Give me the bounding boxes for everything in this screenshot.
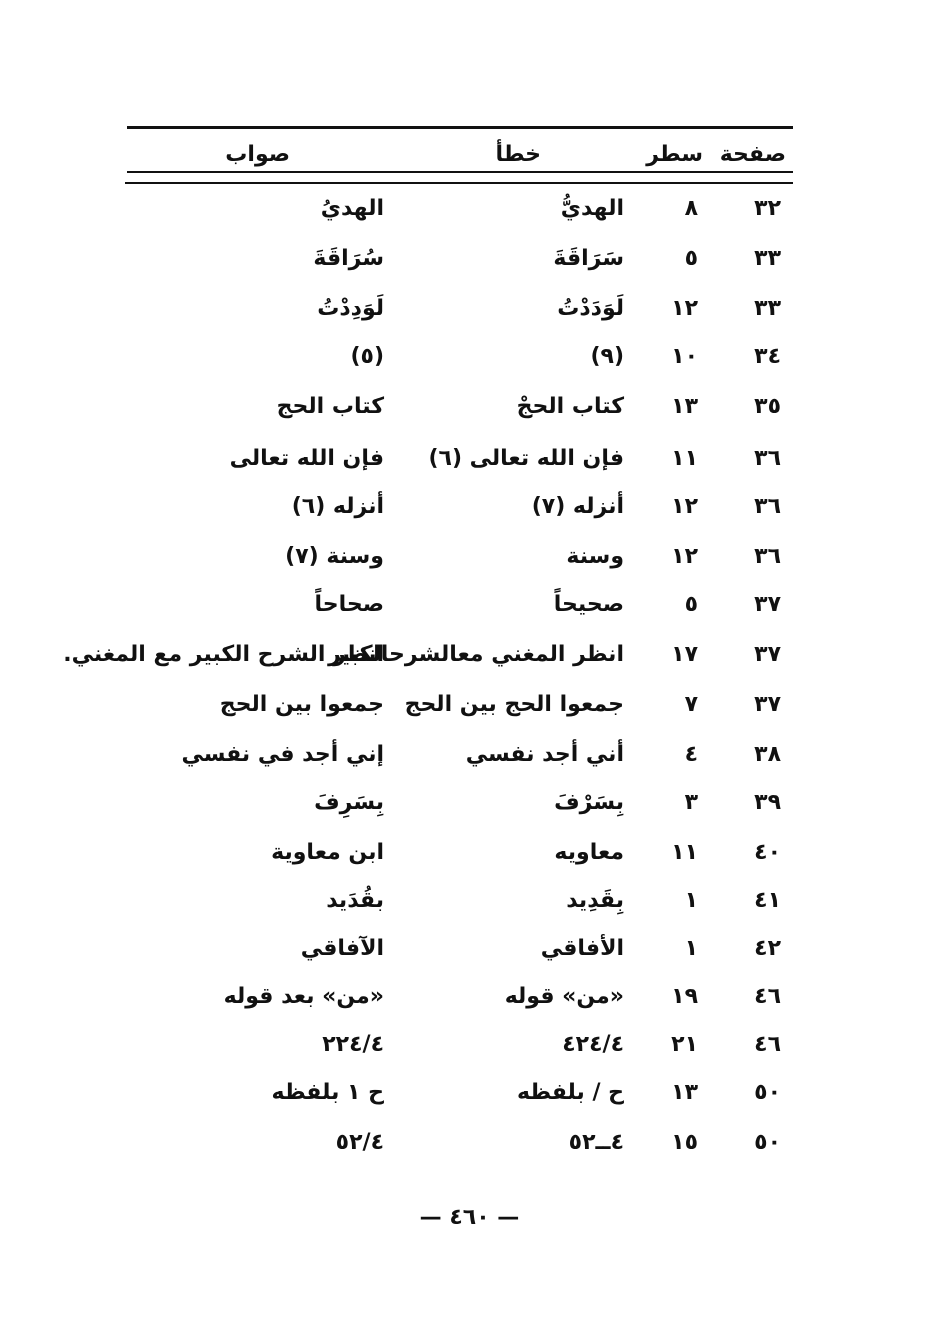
errata-wrong-cell: ٤ــ٥٢: [568, 1130, 624, 1155]
errata-line-cell: ٥: [684, 592, 698, 617]
errata-page-cell: ٣٣: [754, 296, 781, 321]
errata-wrong-cell: ح / بلفظه: [516, 1080, 624, 1105]
errata-page-cell: ٣٩: [754, 790, 781, 815]
header-correct: صواب: [225, 142, 290, 167]
errata-line-cell: ٧: [684, 692, 698, 717]
errata-page-cell: ٤٦: [754, 984, 781, 1009]
errata-correct-cell: جمعوا بين الحج: [219, 692, 384, 717]
errata-correct-cell: ٥٢/٤: [335, 1130, 384, 1155]
errata-correct-cell: «من» بعد قوله: [223, 984, 384, 1009]
errata-line-cell: ١٢: [671, 494, 698, 519]
errata-line-cell: ١٣: [671, 1080, 698, 1105]
header-line: سطر: [646, 142, 703, 167]
errata-correct-cell: فإن الله تعالى: [229, 446, 384, 471]
errata-correct-cell: انظر الشرح الكبير مع المغني.: [63, 642, 384, 667]
errata-correct-cell: سُرَاقَةَ: [313, 246, 384, 271]
errata-correct-cell: الآفاقي: [300, 936, 384, 961]
errata-correct-cell: ٢٢٤/٤: [322, 1032, 384, 1057]
header-wrong: خطأ: [495, 142, 541, 167]
errata-wrong-cell: (٩): [590, 344, 624, 369]
errata-wrong-cell: بِقَدِيد: [566, 888, 624, 913]
errata-line-cell: ١١: [671, 446, 698, 471]
errata-page-cell: ٣٢: [754, 196, 781, 221]
errata-page-cell: ٣٦: [754, 446, 781, 471]
errata-wrong-cell: انظر المغني معالشرحالكبير: [328, 642, 624, 667]
errata-wrong-cell: سَرَاقَةَ: [553, 246, 624, 271]
errata-correct-cell: إني أجد في نفسي: [181, 742, 384, 767]
errata-line-cell: ١٠: [671, 344, 698, 369]
errata-line-cell: ١٧: [671, 642, 698, 667]
errata-page-cell: ٤٠: [754, 840, 781, 865]
errata-wrong-cell: لَوَدَدْتُ: [557, 296, 624, 321]
errata-page-cell: ٣٦: [754, 494, 781, 519]
errata-page-cell: ٣٧: [754, 642, 781, 667]
errata-page-cell: ٣٨: [754, 742, 781, 767]
errata-page-cell: ٤٢: [754, 936, 781, 961]
errata-correct-cell: صحاحاً: [314, 592, 384, 617]
errata-page-cell: ٤١: [754, 888, 781, 913]
errata-correct-cell: (٥): [350, 344, 384, 369]
errata-correct-cell: الهديُ: [320, 196, 384, 221]
errata-page-cell: ٤٦: [754, 1032, 781, 1057]
errata-line-cell: ١١: [671, 840, 698, 865]
errata-line-cell: ٢١: [671, 1032, 698, 1057]
errata-line-cell: ١٣: [671, 394, 698, 419]
errata-page-cell: ٣٤: [754, 344, 781, 369]
errata-wrong-cell: الهديُّ: [560, 196, 624, 221]
errata-wrong-cell: ٤٢٤/٤: [562, 1032, 624, 1057]
errata-wrong-cell: أني أجد نفسي: [465, 742, 624, 767]
errata-line-cell: ٨: [684, 196, 698, 221]
errata-wrong-cell: أنزله (٧): [531, 494, 624, 519]
errata-page-cell: ٣٦: [754, 544, 781, 569]
top-rule: [127, 126, 793, 129]
errata-line-cell: ١٢: [671, 544, 698, 569]
errata-wrong-cell: الأفاقي: [540, 936, 624, 961]
errata-line-cell: ١٩: [671, 984, 698, 1009]
errata-page-cell: ٣٣: [754, 246, 781, 271]
header-page: صفحة: [719, 142, 786, 167]
errata-correct-cell: بقُدَيد: [326, 888, 384, 913]
page-number: — ٤٦٠ —: [419, 1205, 520, 1230]
errata-correct-cell: ح ١ بلفظه: [271, 1080, 384, 1105]
header-rule: [127, 171, 793, 173]
errata-page-cell: ٥٠: [754, 1080, 781, 1105]
errata-line-cell: ١: [684, 888, 698, 913]
errata-wrong-cell: صحيحاً: [553, 592, 624, 617]
errata-wrong-cell: «من» قوله: [504, 984, 624, 1009]
errata-line-cell: ١: [684, 936, 698, 961]
table-rule: [125, 182, 793, 184]
errata-correct-cell: لَوَدِدْتُ: [317, 296, 384, 321]
errata-line-cell: ٥: [684, 246, 698, 271]
errata-correct-cell: وسنة (٧): [285, 544, 384, 569]
errata-line-cell: ١٢: [671, 296, 698, 321]
errata-line-cell: ٣: [684, 790, 698, 815]
errata-page-cell: ٣٧: [754, 592, 781, 617]
errata-wrong-cell: معاويه: [554, 840, 624, 865]
errata-page-cell: ٣٧: [754, 692, 781, 717]
errata-wrong-cell: فإن الله تعالى (٦): [428, 446, 624, 471]
errata-wrong-cell: جمعوا الحج بين الحج: [404, 692, 624, 717]
errata-correct-cell: أنزله (٦): [291, 494, 384, 519]
errata-wrong-cell: بِسَرْفَ: [554, 790, 624, 815]
errata-wrong-cell: كتاب الحجْ: [516, 394, 624, 419]
errata-correct-cell: ابن معاوية: [271, 840, 384, 865]
errata-correct-cell: بِسَرِفَ: [314, 790, 384, 815]
errata-page-cell: ٣٥: [754, 394, 781, 419]
errata-wrong-cell: وسنة: [566, 544, 624, 569]
errata-page-cell: ٥٠: [754, 1130, 781, 1155]
errata-line-cell: ١٥: [671, 1130, 698, 1155]
errata-correct-cell: كتاب الحج: [276, 394, 384, 419]
errata-line-cell: ٤: [684, 742, 698, 767]
